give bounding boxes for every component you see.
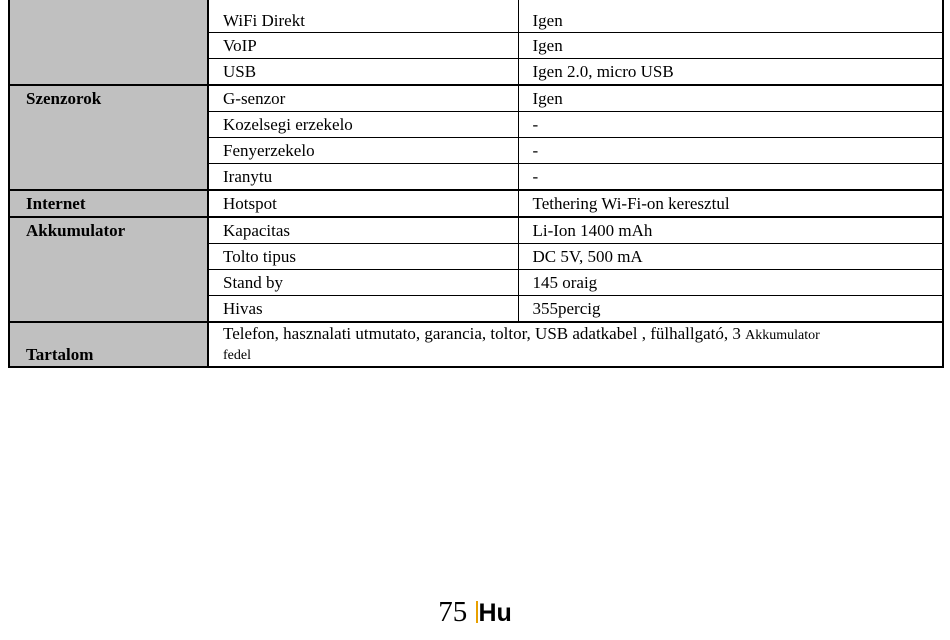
table-row — [9, 112, 943, 138]
value-cell: Tethering Wi-Fi-on keresztul — [518, 190, 943, 217]
feature-cell: Tolto tipus — [208, 244, 518, 270]
feature-cell: Hotspot — [208, 190, 518, 217]
table-row — [9, 33, 943, 59]
category-cell: Internet — [9, 190, 208, 217]
category-cell — [9, 0, 208, 33]
table-row — [9, 296, 943, 323]
category-cell — [9, 112, 208, 138]
table-row — [9, 0, 943, 33]
feature-cell: Stand by — [208, 270, 518, 296]
value-cell: DC 5V, 500 mA — [518, 244, 943, 270]
category-cell — [9, 138, 208, 164]
feature-cell: VoIP — [208, 33, 518, 59]
category-cell — [9, 296, 208, 323]
value-cell: Igen 2.0, micro USB — [518, 59, 943, 86]
table-row — [9, 85, 943, 112]
table-row — [9, 217, 943, 244]
value-cell: Igen — [518, 33, 943, 59]
table-row — [9, 270, 943, 296]
table-row — [9, 190, 943, 217]
contents-row — [9, 322, 943, 367]
contents-main-text: Telefon, hasznalati utmutato, garancia, toltor, USB adatkabel , fülhallgató, 3 — [223, 324, 741, 343]
value-cell: 355percig — [518, 296, 943, 323]
category-cell — [9, 33, 208, 59]
category-cell — [9, 59, 208, 86]
contents-category-cell: Tartalom — [9, 322, 208, 367]
value-cell: - — [518, 164, 943, 191]
value-cell: Igen — [518, 85, 943, 112]
feature-cell: USB — [208, 59, 518, 86]
feature-cell: Hivas — [208, 296, 518, 323]
feature-cell: G-senzor — [208, 85, 518, 112]
table-row — [9, 59, 943, 86]
contents-description-cell — [208, 322, 943, 367]
category-cell — [9, 270, 208, 296]
feature-cell: WiFi Direkt — [208, 0, 518, 33]
table-row — [9, 244, 943, 270]
page-footer — [0, 594, 950, 631]
feature-cell: Kapacitas — [208, 217, 518, 244]
contents-small-text-2: fedel — [223, 348, 251, 363]
page-number: 75 — [438, 596, 468, 628]
feature-cell: Kozelsegi erzekelo — [208, 112, 518, 138]
category-cell — [9, 164, 208, 191]
value-cell: - — [518, 112, 943, 138]
contents-small-text-1: Akkumulator — [745, 328, 820, 343]
feature-cell: Iranytu — [208, 164, 518, 191]
category-cell: Akkumulator — [9, 217, 208, 244]
category-cell — [9, 244, 208, 270]
feature-cell: Fenyerzekelo — [208, 138, 518, 164]
value-cell: - — [518, 138, 943, 164]
specifications-table — [8, 0, 944, 368]
value-cell: 145 oraig — [518, 270, 943, 296]
table-row — [9, 164, 943, 191]
value-cell: Igen — [518, 0, 943, 33]
table-row — [9, 138, 943, 164]
value-cell: Li-Ion 1400 mAh — [518, 217, 943, 244]
category-cell: Szenzorok — [9, 85, 208, 112]
language-code: Hu — [478, 599, 512, 627]
